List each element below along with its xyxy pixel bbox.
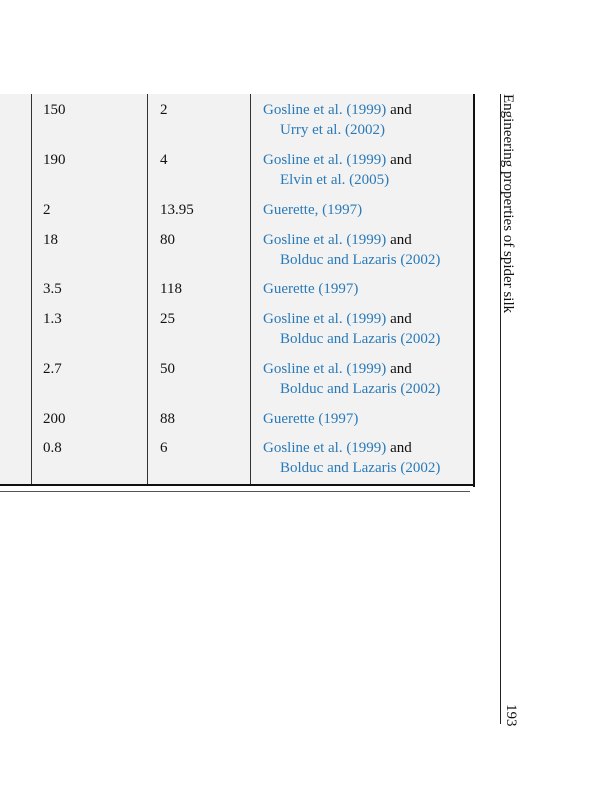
value-cell: 2: [43, 202, 51, 218]
reference-cell: [263, 230, 473, 270]
connector-text: and: [390, 232, 412, 248]
column-divider: [147, 94, 148, 486]
reference-cell: [263, 309, 473, 349]
table-bottom-rule-thin: [0, 491, 470, 492]
reference-link[interactable]: Gosline et al. (1999): [263, 361, 387, 377]
value-cell: 1.3: [43, 311, 62, 327]
reference-link[interactable]: Gosline et al. (1999): [263, 311, 387, 327]
reference-link[interactable]: Elvin et al. (2005): [280, 172, 390, 188]
value-cell: 13.95: [160, 202, 194, 218]
reference-link[interactable]: Bolduc and Lazaris (2002): [280, 252, 441, 268]
reference-cell: [263, 279, 473, 299]
page-number: 193: [503, 704, 519, 727]
reference-link[interactable]: Gosline et al. (1999): [263, 232, 387, 248]
value-cell: 88: [160, 411, 175, 427]
connector-text: and: [390, 102, 412, 118]
table-right-border: [473, 94, 475, 487]
running-head: Engineering properties of spider silk: [500, 94, 516, 314]
value-cell: 2.7: [43, 361, 62, 377]
reference-link[interactable]: Bolduc and Lazaris (2002): [280, 460, 441, 476]
value-cell: 3.5: [43, 281, 62, 297]
reference-cell: [263, 100, 473, 140]
reference-cell: [263, 150, 473, 190]
value-cell: 80: [160, 232, 175, 248]
value-cell: 150: [43, 102, 66, 118]
reference-link[interactable]: Gosline et al. (1999): [263, 152, 387, 168]
connector-text: and: [390, 152, 412, 168]
connector-text: and: [390, 440, 412, 456]
column-divider: [31, 94, 32, 486]
connector-text: and: [390, 361, 412, 377]
value-cell: 190: [43, 152, 66, 168]
table-bottom-rule: [0, 484, 475, 486]
reference-link[interactable]: Guerette, (1997): [263, 202, 363, 218]
reference-link[interactable]: Guerette (1997): [263, 281, 359, 297]
value-cell: 6: [160, 440, 168, 456]
value-cell: 18: [43, 232, 58, 248]
reference-link[interactable]: Guerette (1997): [263, 411, 359, 427]
reference-link[interactable]: Bolduc and Lazaris (2002): [280, 381, 441, 397]
reference-cell: [263, 200, 473, 220]
value-cell: 4: [160, 152, 168, 168]
reference-link[interactable]: Urry et al. (2002): [280, 122, 385, 138]
reference-link[interactable]: Bolduc and Lazaris (2002): [280, 331, 441, 347]
value-cell: 0.8: [43, 440, 62, 456]
value-cell: 50: [160, 361, 175, 377]
connector-text: and: [390, 311, 412, 327]
reference-cell: [263, 409, 473, 429]
column-divider: [250, 94, 251, 486]
reference-link[interactable]: Gosline et al. (1999): [263, 440, 387, 456]
reference-link[interactable]: Gosline et al. (1999): [263, 102, 387, 118]
reference-cell: [263, 438, 473, 478]
value-cell: 200: [43, 411, 66, 427]
reference-cell: [263, 359, 473, 399]
value-cell: 25: [160, 311, 175, 327]
value-cell: 2: [160, 102, 168, 118]
value-cell: 118: [160, 281, 182, 297]
